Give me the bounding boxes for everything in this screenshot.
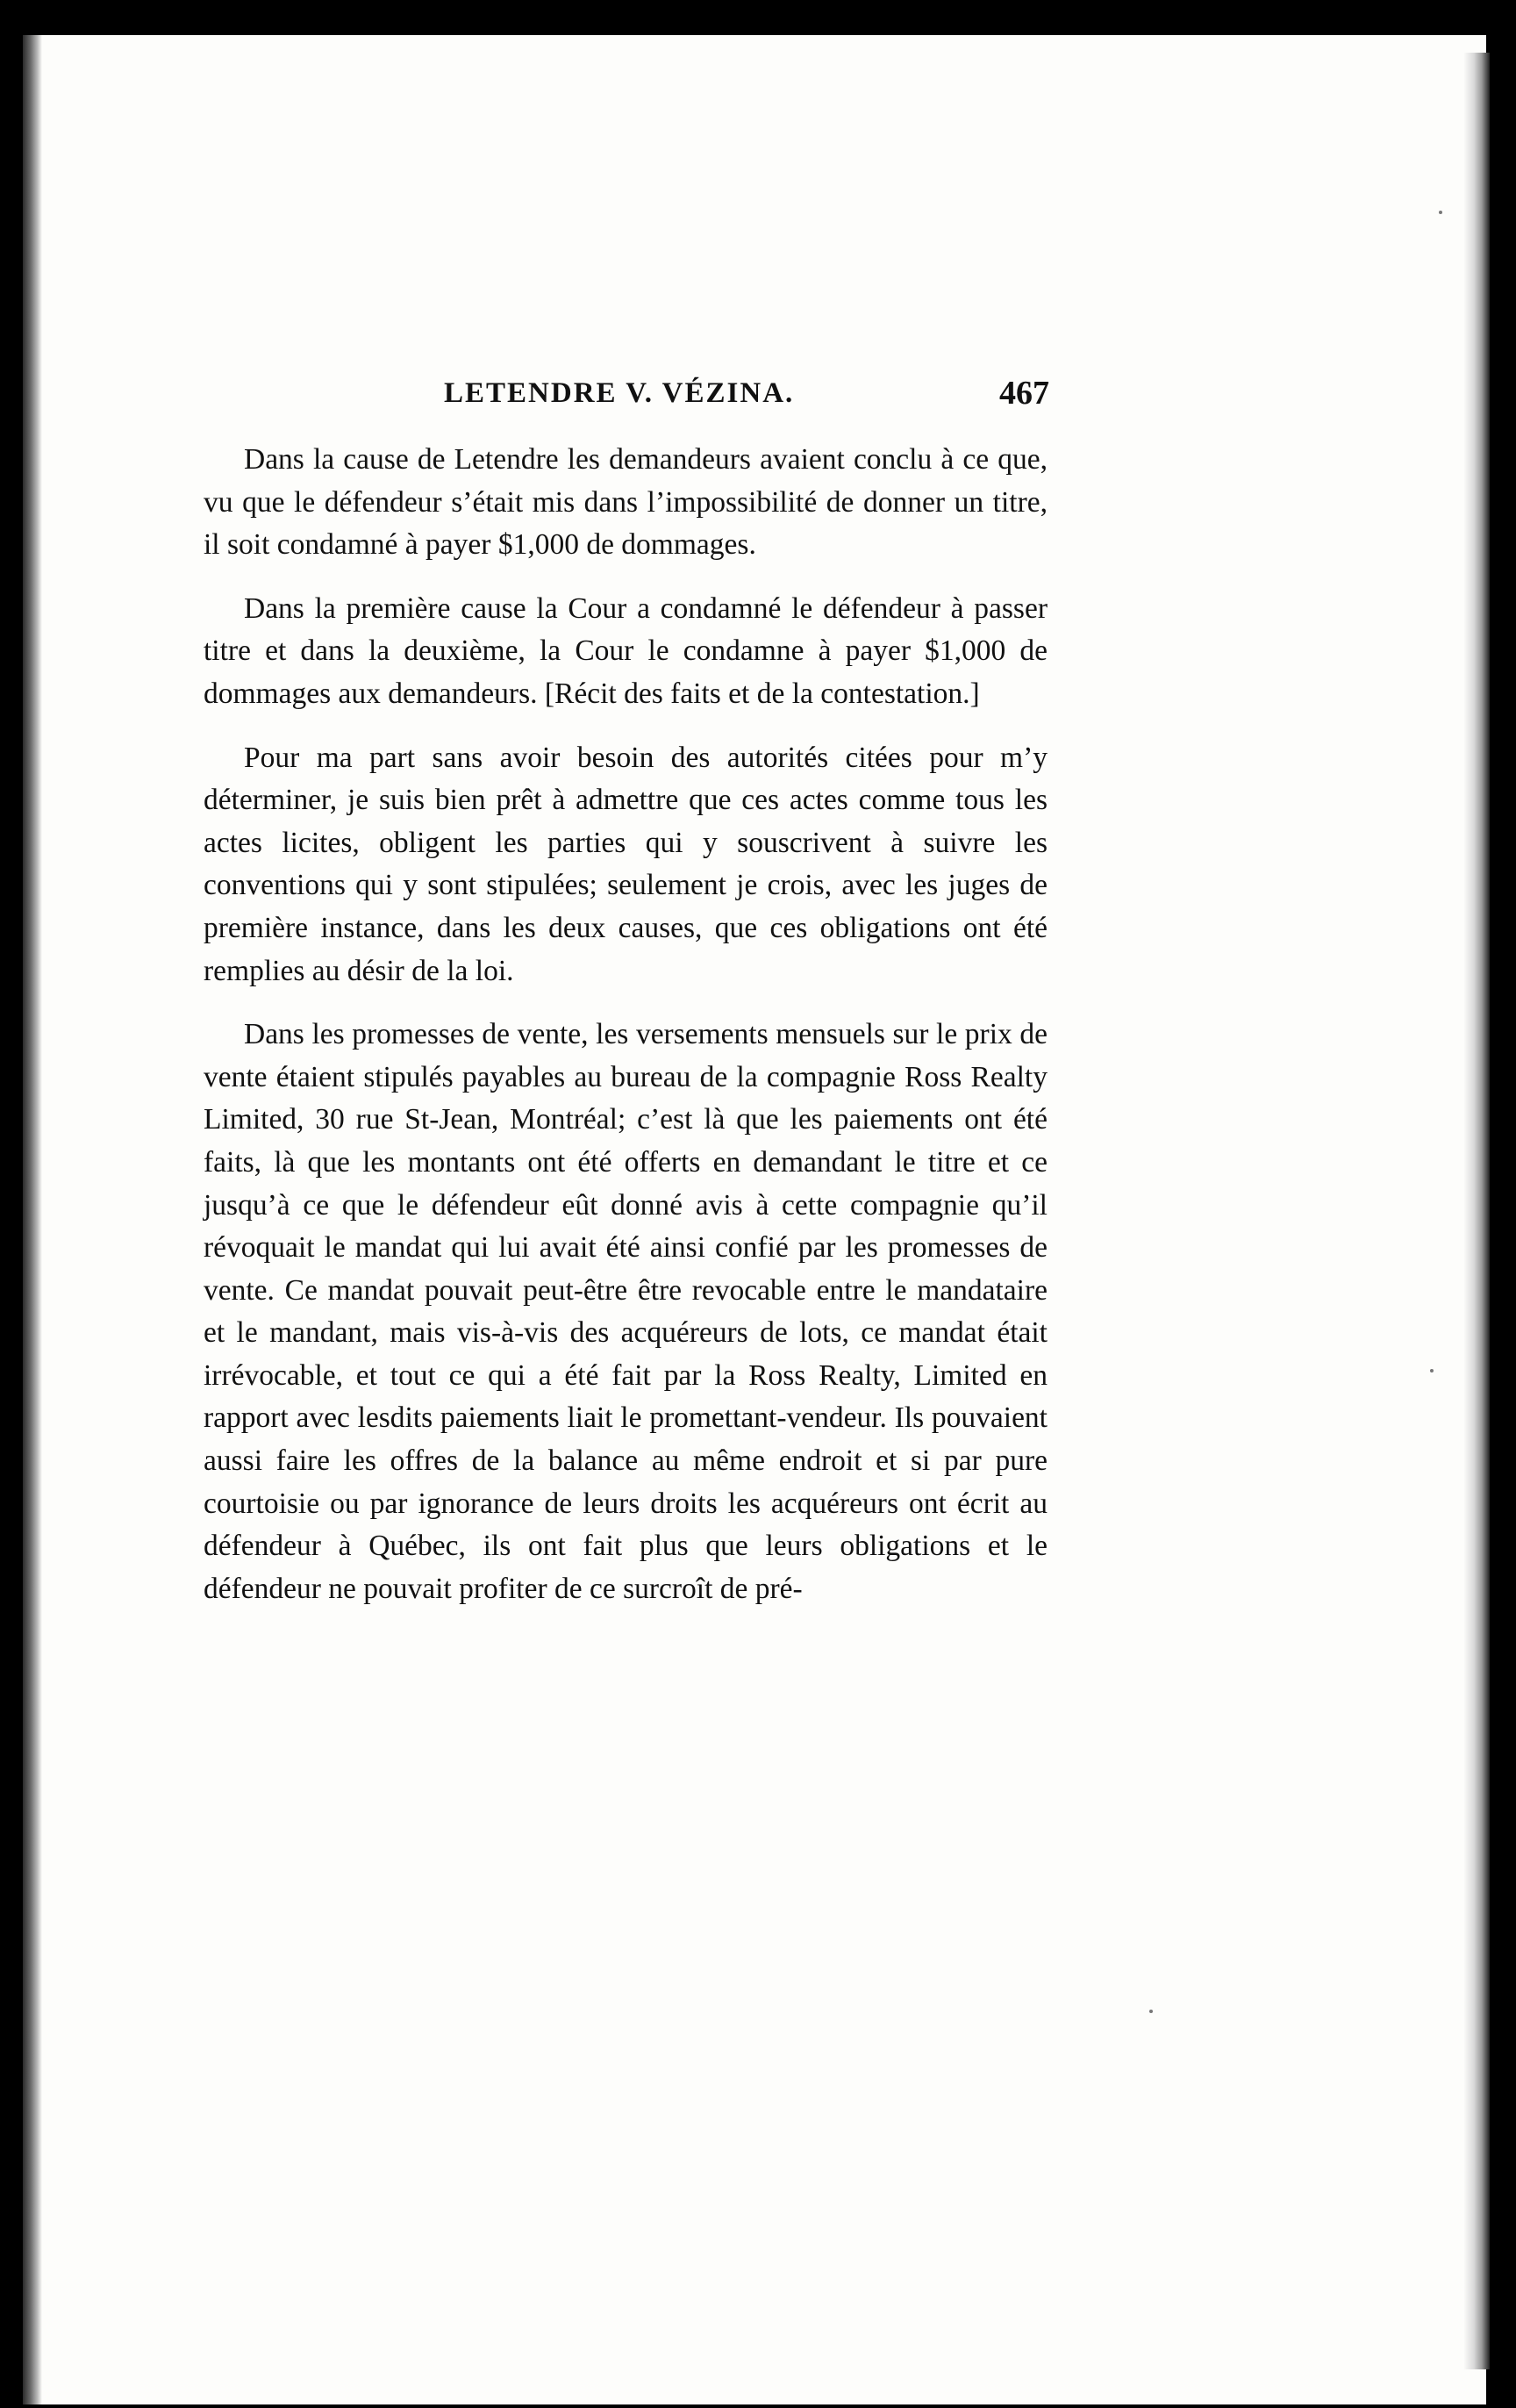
page-binding-shadow (23, 35, 42, 2404)
paragraph-1: Dans la cause de Letendre les demandeurs avaient conclu à ce que, vu que le défendeur s’était mis dans l’impossibilité de donner un titre, il soit condamné à payer $1,000 de dommages. (204, 443, 1048, 562)
paragraph-2: Dans la première cause la Cour a condamné le défendeur à passer titre et dans la deuxième, la Cour le condamne à payer $1,000 de dommages aux demandeurs. [Récit des faits et de la contestation.] (204, 591, 1048, 710)
page-number: 467 (999, 375, 1049, 412)
paragraph-4: Dans les promesses de vente, les versements mensuels sur le prix de vente étaient stipulés payables au bureau de la compagnie Ross Realty Limited, 30 rue St-Jean, Montréal; c’est là que les paiements ont été faits, là que les montants ont été offerts en demandant le titre et ce jusqu’à ce que le défendeur eût donné avis à cette compagnie qu’il révoquait le mandat qui lui avait été ainsi confié par les promesses de vente. Ce mandat pouvait peut-être être revocable entre le mandataire et le mandant, mais vis-à-vis des acquéreurs de lots, ce mandat était irrévocable, et tout ce qui a été fait par la Ross Realty, Limited en rapport avec lesdits paiements liait le promettant-vendeur. Ils pouvaient aussi faire les offres de la balance au même endroit et si par pure courtoisie ou par ignorance de leurs droits les acquéreurs ont écrit au défendeur à Québec, ils ont fait plus que leurs obligations et le défendeur ne pouvait profiter de ce surcroît de pré- (204, 1018, 1048, 1605)
paragraph-3: Pour ma part sans avoir besoin des autorités citées pour m’y déterminer, je suis bien prêt à admettre que ces actes comme tous les actes licites, obligent les parties qui y souscrivent à suivre les conventions qui y sont stipulées; seulement je crois, avec les juges de première instance, dans les deux causes, que ces obligations ont été remplies au désir de la loi. (204, 741, 1048, 987)
paper-speck (1149, 2010, 1153, 2013)
paper-speck (1430, 1369, 1434, 1372)
paper-speck (1439, 211, 1442, 214)
running-title: LETENDRE V. VÉZINA. (444, 377, 795, 409)
page-header (207, 377, 1049, 421)
page-edge-shadow (1463, 53, 1490, 2369)
body-text (204, 439, 1048, 1631)
